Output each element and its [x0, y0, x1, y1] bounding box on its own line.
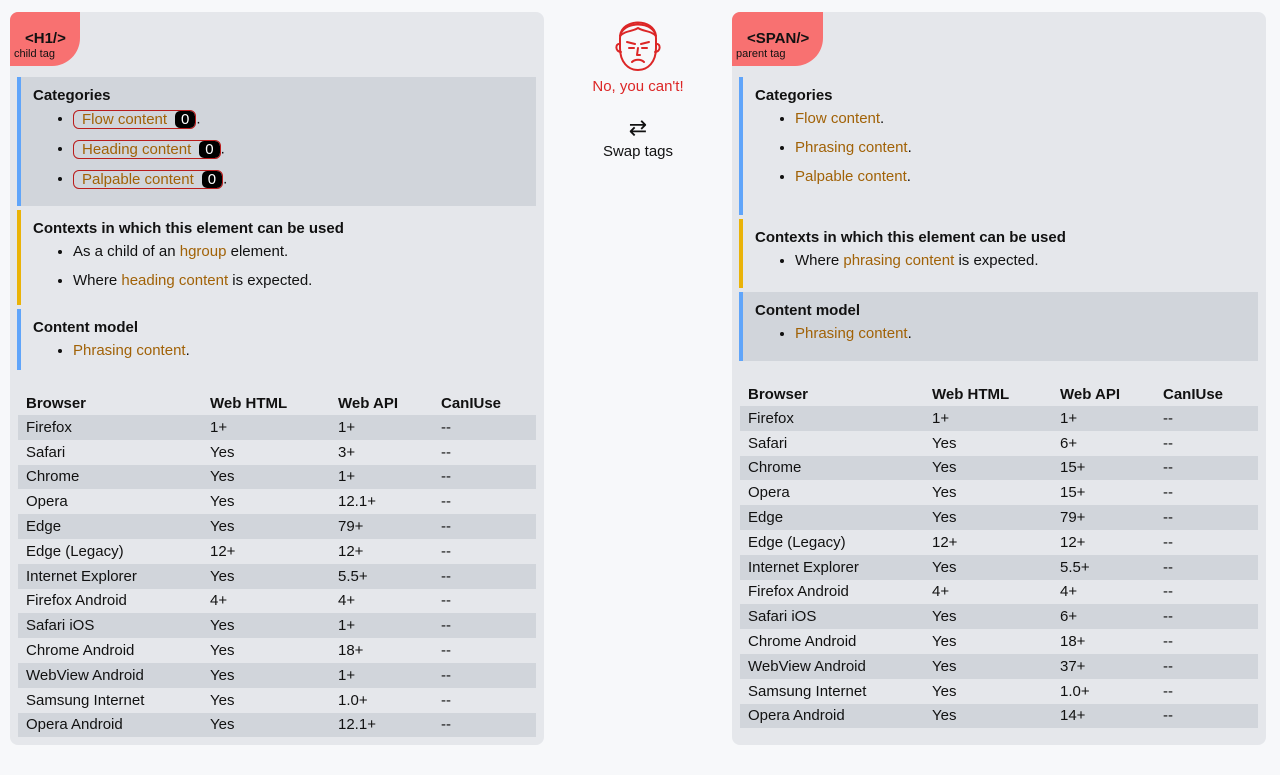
table-cell: Yes: [202, 514, 330, 539]
table-cell: Firefox Android: [26, 592, 127, 610]
table-cell: Firefox: [740, 406, 924, 431]
table-cell: Yes: [202, 713, 330, 738]
table-cell: 12.1+: [338, 493, 376, 511]
table-row: [740, 505, 1258, 530]
phrasing-content-link[interactable]: Phrasing content: [73, 342, 186, 359]
table-row: [18, 465, 536, 490]
table-cell: --: [441, 493, 451, 511]
table-cell: Yes: [924, 604, 1052, 629]
section-title: Content model: [33, 319, 138, 336]
table-row: [18, 514, 536, 539]
column-header: CanIUse: [441, 394, 502, 412]
table-cell: --: [1163, 633, 1173, 651]
table-cell: WebView Android: [18, 663, 202, 688]
category-count: 0: [202, 171, 222, 188]
table-cell: 79+: [330, 514, 433, 539]
table-cell: 1.0+: [338, 691, 368, 709]
heading-content-link[interactable]: heading content: [121, 272, 229, 289]
table-row: [740, 555, 1258, 580]
table-cell: 6+: [1052, 604, 1155, 629]
column-header: Web HTML: [932, 385, 1010, 403]
section-title: Contexts in which this element can be used: [755, 229, 1066, 246]
phrasing-content-link[interactable]: Phrasing content: [795, 139, 908, 156]
contexts-list: [33, 243, 524, 290]
table-cell: Yes: [202, 613, 330, 638]
table-cell: --: [433, 663, 536, 688]
table-row: [18, 663, 536, 688]
table-cell: --: [1155, 654, 1258, 679]
table-cell: 4+: [338, 592, 356, 610]
table-header-row: [18, 391, 536, 415]
table-row: [740, 456, 1258, 481]
table-cell: 1+: [1052, 406, 1155, 431]
table-cell: Yes: [924, 654, 1052, 679]
table-row: [18, 564, 536, 589]
list-item: • Palpable content.: [795, 168, 1246, 186]
table-cell: Yes: [202, 663, 330, 688]
table-cell: 6+: [1060, 434, 1078, 452]
section-title: Categories: [755, 87, 833, 104]
table-cell: --: [1155, 406, 1258, 431]
table-cell: --: [441, 691, 451, 709]
table-row: [740, 704, 1258, 729]
table-row: [18, 713, 536, 738]
table-cell: --: [1155, 604, 1258, 629]
table-cell: --: [441, 592, 451, 610]
table-row: [740, 530, 1258, 555]
table-cell: 1.0+: [1060, 682, 1090, 700]
list-item: • Palpable content 0 .: [73, 170, 524, 189]
tag-name: <H1/>: [25, 30, 66, 47]
table-row: [740, 654, 1258, 679]
table-cell: --: [433, 514, 536, 539]
categories-section: [17, 77, 536, 206]
table-cell: Yes: [932, 682, 957, 700]
verdict-text: No, you can't!: [592, 78, 684, 95]
table-cell: --: [1163, 583, 1173, 601]
table-row: [740, 431, 1258, 456]
table-cell: 5.5+: [1052, 555, 1155, 580]
table-cell: Yes: [932, 434, 957, 452]
table-cell: 3+: [338, 443, 356, 461]
table-cell: 1+: [330, 415, 433, 440]
swap-tags-label: Swap tags: [602, 143, 674, 160]
list-item: • Phrasing content.: [73, 342, 524, 360]
table-cell: Safari: [26, 443, 66, 461]
category-label: • Heading content: [82, 141, 192, 158]
table-row: [18, 539, 536, 564]
grumpy-face-icon: [610, 12, 666, 74]
column-header: Web API: [338, 394, 399, 412]
contexts-section: [17, 210, 536, 305]
child-tag-badge: [10, 12, 80, 66]
table-cell: --: [1163, 682, 1173, 700]
table-cell: 15+: [1052, 456, 1155, 481]
list-item: • As a child of an hgroup element.: [73, 243, 524, 261]
table-row: [740, 679, 1258, 704]
table-row: [740, 604, 1258, 629]
table-cell: --: [433, 465, 536, 490]
table-header-row: [740, 382, 1258, 406]
table-cell: --: [1155, 704, 1258, 729]
table-row: [740, 580, 1258, 605]
table-cell: Samsung Internet: [26, 691, 145, 709]
table-cell: Firefox: [18, 415, 202, 440]
table-cell: --: [441, 642, 451, 660]
table-cell: 12+: [210, 542, 236, 560]
table-cell: --: [1155, 555, 1258, 580]
hgroup-link[interactable]: hgroup: [179, 243, 227, 260]
table-row: [18, 489, 536, 514]
tag-name: <SPAN/>: [747, 30, 810, 47]
flow-content-link[interactable]: Flow content: [795, 110, 881, 127]
table-cell: --: [433, 613, 536, 638]
phrasing-content-link[interactable]: Phrasing content: [795, 325, 908, 342]
table-cell: Yes: [924, 555, 1052, 580]
table-cell: Yes: [210, 691, 235, 709]
phrasing-content-link[interactable]: phrasing content: [843, 252, 955, 269]
parent-tag-panel: [732, 12, 1266, 745]
table-row: [18, 415, 536, 440]
table-cell: Safari iOS: [740, 604, 924, 629]
table-cell: 14+: [1052, 704, 1155, 729]
categories-section: [739, 77, 1258, 215]
content-model-list: [755, 325, 1246, 343]
table-cell: 12+: [932, 533, 958, 551]
browser-support-table: [18, 391, 536, 737]
section-title: Content model: [755, 302, 860, 319]
swap-tags-button[interactable]: [588, 117, 688, 160]
table-cell: Yes: [924, 704, 1052, 729]
table-cell: 1+: [924, 406, 1052, 431]
table-row: [18, 638, 536, 663]
column-header: Web API: [1060, 385, 1121, 403]
swap-arrows-icon: ⇄: [628, 115, 648, 140]
table-cell: 1+: [330, 465, 433, 490]
table-cell: 1+: [202, 415, 330, 440]
table-cell: Edge (Legacy): [748, 533, 846, 551]
table-cell: --: [433, 713, 536, 738]
table-cell: Chrome Android: [748, 633, 857, 651]
table-row: [18, 613, 536, 638]
table-row: [740, 629, 1258, 654]
table-cell: --: [1155, 456, 1258, 481]
table-cell: 15+: [1060, 484, 1086, 502]
table-cell: 12.1+: [330, 713, 433, 738]
column-header: Browser: [748, 385, 809, 403]
column-header: CanIUse: [1163, 385, 1224, 403]
list-item: • Flow content.: [795, 110, 1246, 128]
table-cell: --: [1163, 434, 1173, 452]
table-cell: Opera Android: [740, 704, 924, 729]
parent-tag-badge: [732, 12, 823, 66]
table-cell: Chrome: [740, 456, 924, 481]
category-count: 0: [175, 111, 195, 128]
table-cell: 4+: [932, 583, 950, 601]
table-cell: --: [433, 564, 536, 589]
table-cell: Internet Explorer: [18, 564, 202, 589]
table-cell: --: [433, 415, 536, 440]
category-count: 0: [199, 141, 219, 158]
content-model-list: [33, 342, 524, 360]
category-label: • Palpable content: [82, 171, 194, 188]
categories-list: [33, 110, 524, 189]
table-cell: 18+: [338, 642, 364, 660]
browser-support-table: [740, 382, 1258, 728]
section-title: Categories: [33, 87, 111, 104]
table-cell: Chrome Android: [26, 642, 135, 660]
table-cell: Chrome: [18, 465, 202, 490]
table-cell: Internet Explorer: [740, 555, 924, 580]
contexts-list: [755, 252, 1246, 270]
table-cell: 12+: [338, 542, 364, 560]
table-cell: 79+: [1052, 505, 1155, 530]
table-row: [740, 406, 1258, 431]
table-cell: 5.5+: [330, 564, 433, 589]
table-cell: Yes: [202, 564, 330, 589]
compatibility-result: [560, 12, 716, 160]
contexts-section: [739, 219, 1258, 288]
list-item: • Phrasing content.: [795, 139, 1246, 157]
table-cell: Safari: [748, 434, 788, 452]
content-model-section: [739, 292, 1258, 361]
list-item: • Phrasing content.: [795, 325, 1246, 343]
table-row: [18, 440, 536, 465]
table-cell: --: [441, 542, 451, 560]
table-cell: Yes: [210, 443, 235, 461]
list-item: • Flow content 0 .: [73, 110, 524, 129]
table-cell: WebView Android: [740, 654, 924, 679]
column-header: Web HTML: [210, 394, 288, 412]
table-cell: --: [1163, 484, 1173, 502]
list-item: • Where heading content is expected.: [73, 272, 524, 290]
table-row: [18, 589, 536, 614]
table-row: [740, 480, 1258, 505]
tag-role: parent tag: [736, 48, 786, 60]
table-cell: Yes: [924, 456, 1052, 481]
table-cell: Firefox Android: [748, 583, 849, 601]
table-cell: 1+: [330, 663, 433, 688]
table-cell: --: [1163, 533, 1173, 551]
table-cell: 12+: [1060, 533, 1086, 551]
table-cell: 1+: [330, 613, 433, 638]
palpable-content-link[interactable]: Palpable content: [795, 168, 907, 185]
table-cell: Yes: [202, 465, 330, 490]
table-cell: 4+: [210, 592, 228, 610]
table-row: [18, 688, 536, 713]
table-cell: Samsung Internet: [748, 682, 867, 700]
content-model-section: [17, 309, 536, 370]
column-header: Browser: [26, 394, 87, 412]
table-cell: --: [441, 443, 451, 461]
table-cell: Yes: [210, 493, 235, 511]
tag-role: child tag: [14, 48, 55, 60]
list-item: • Where phrasing content is expected.: [795, 252, 1246, 270]
table-cell: Edge: [18, 514, 202, 539]
section-title: Contexts in which this element can be used: [33, 220, 344, 237]
table-cell: Yes: [932, 633, 957, 651]
table-cell: 37+: [1052, 654, 1155, 679]
table-cell: Yes: [210, 642, 235, 660]
table-cell: --: [1155, 505, 1258, 530]
table-cell: Edge (Legacy): [26, 542, 124, 560]
list-item: • Heading content 0 .: [73, 140, 524, 159]
category-label: • Flow content: [82, 111, 168, 128]
child-tag-panel: [10, 12, 544, 745]
table-cell: Opera: [748, 484, 790, 502]
table-cell: 4+: [1060, 583, 1078, 601]
table-cell: Yes: [932, 484, 957, 502]
category-pill[interactable]: [73, 110, 196, 129]
table-cell: Opera: [26, 493, 68, 511]
table-cell: Yes: [924, 505, 1052, 530]
category-pill[interactable]: [73, 140, 221, 159]
table-cell: Opera Android: [18, 713, 202, 738]
categories-list: [755, 110, 1246, 186]
table-cell: 18+: [1060, 633, 1086, 651]
table-cell: Edge: [740, 505, 924, 530]
category-pill[interactable]: [73, 170, 223, 189]
table-cell: Safari iOS: [18, 613, 202, 638]
